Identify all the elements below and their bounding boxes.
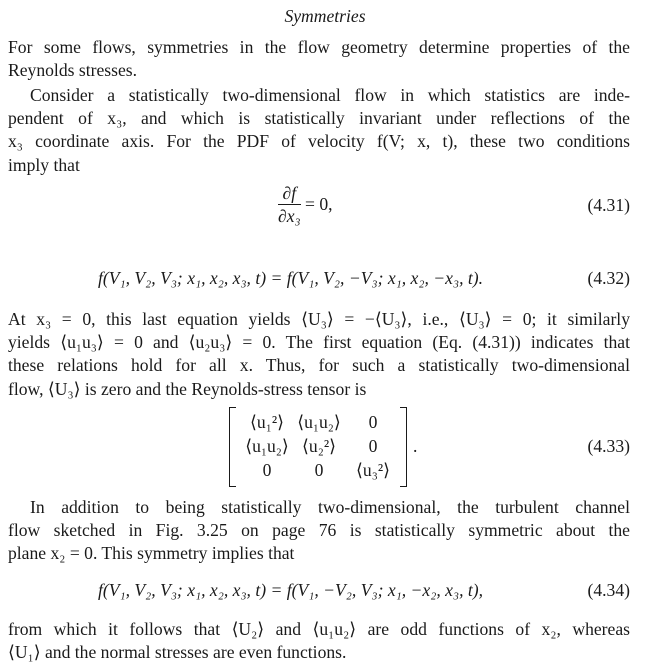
equation-4-31 [8,182,630,232]
text-line: At x₃ = 0, this last equation yields ⟨U₃⟩ = −⟨U₃⟩, i.e., ⟨U₃⟩ = 0; it similarly [8,309,630,329]
paragraph-consider [8,84,630,177]
equation-4-32 [8,268,630,308]
matrix-cell: ⟨u₁²⟩ [250,412,284,432]
matrix-cell: ⟨u₂²⟩ [302,436,336,456]
text-line: Consider a statistically two-dimensional flow in which statistics are inde- [30,85,630,105]
matrix-trailing-period: . [413,436,418,456]
reynolds-stress-matrix [229,407,407,485]
equation-number: (4.34) [587,580,630,600]
text-line: flow sketched in Fig. 3.25 on page 76 is statistically symmetric about the [8,520,630,541]
equation-4-34 [8,580,630,620]
text-line: plane x₂ = 0. This symmetry implies that [8,543,295,564]
text-line: pendent of x₃, and which is statistically invariant under reflections of the [8,108,630,129]
equation-body: f(V₁, V₂, V₃; x₁, x₂, x₃, t) = f(V₁, −V₂, V₃; x₁, −x₂, x₃, t), [98,580,484,600]
equation-rhs: = 0, [305,194,333,214]
partial-derivative-fraction [278,182,301,227]
text-line: yields ⟨u₁u₃⟩ = 0 and ⟨u₂u₃⟩ = 0. The first equation (Eq. (4.31)) indicates that [8,332,630,353]
fraction-denominator: ∂x₃ [278,206,301,226]
text-line: flow, ⟨U₃⟩ is zero and the Reynolds-stress tensor is [8,378,367,399]
matrix-cell: ⟨u₃²⟩ [356,460,390,480]
text-line: these relations hold for all x. Thus, for such a statistically two-dimensional [8,355,630,376]
paragraph-conclusion [8,618,630,664]
text-line: from which it follows that ⟨U₂⟩ and ⟨u₁u₂⟩ are odd functions of x₂, whereas [8,619,630,639]
text-line: ⟨U₁⟩ and the normal stresses are even functions. [8,642,347,663]
text-line: For some flows, symmetries in the flow geometry determine properties of the [8,37,630,57]
equation-number: (4.32) [587,268,630,288]
text-line: x₃ coordinate axis. For the PDF of velocity f(V; x, t), these two conditions [8,131,630,152]
text-line: Reynolds stresses. [8,60,138,81]
text-line: imply that [8,154,80,175]
matrix-cell: ⟨u₁u₂⟩ [245,436,289,456]
matrix-cell: 0 [368,412,378,432]
fraction-numerator: ∂f [282,183,297,203]
equation-number: (4.31) [587,195,630,215]
text-line: In addition to being statistically two-dimensional, the turbulent channel [30,497,630,517]
equation-number-4-33: (4.33) [587,436,630,456]
matrix-cell: 0 [262,460,272,480]
equation-body: f(V₁, V₂, V₃; x₁, x₂, x₃, t) = f(V₁, V₂, −V₃; x₁, x₂, −x₃, t). [98,268,484,288]
paragraph-at-x3 [8,308,630,401]
left-bracket [229,407,236,487]
paragraph-intro [8,36,630,82]
matrix-cell: ⟨u₁u₂⟩ [297,412,341,432]
section-heading: Symmetries [284,6,366,26]
matrix-cell: 0 [314,460,324,480]
paragraph-channel-flow [8,496,630,566]
matrix-cell: 0 [368,436,378,456]
